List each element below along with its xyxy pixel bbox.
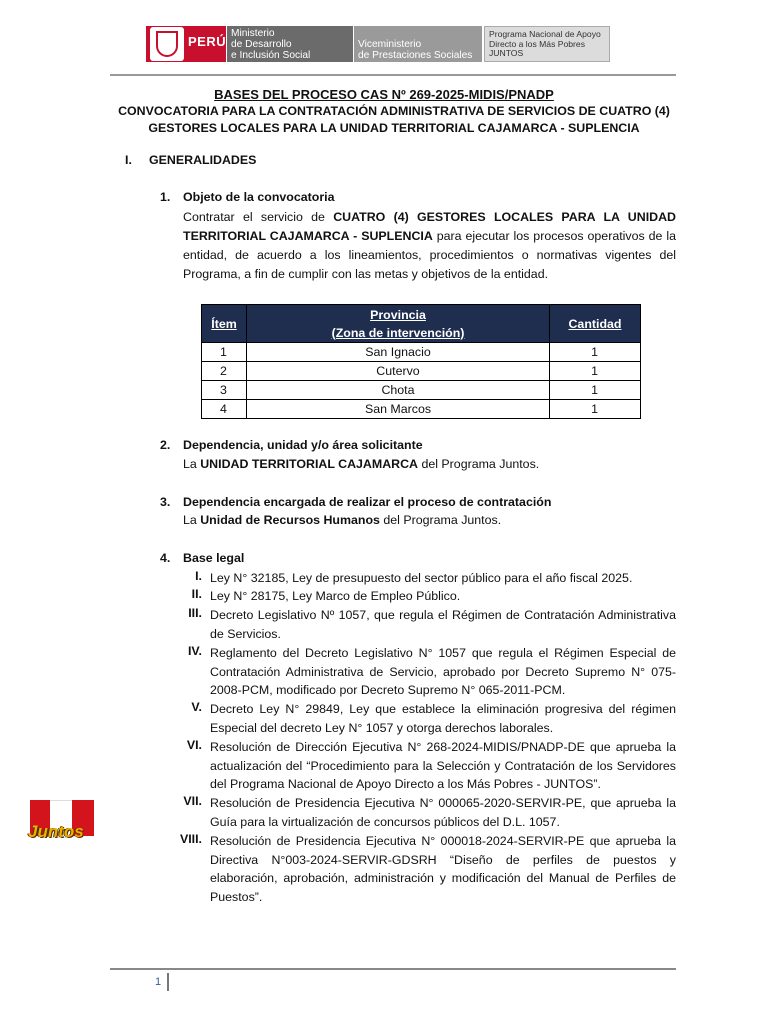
- ministry-label: Ministerio de Desarrollo e Inclusión Social: [227, 26, 353, 62]
- encargada-paragraph: La Unidad de Recursos Humanos del Programa Juntos.: [183, 513, 502, 527]
- juntos-logo: Juntos: [28, 822, 84, 841]
- document-title: BASES DEL PROCESO CAS Nº 269-2025-MIDIS/PNADP: [214, 87, 554, 102]
- cell-provincia: San Ignacio: [247, 343, 550, 362]
- cell-provincia: Chota: [247, 381, 550, 400]
- item-title-base-legal: Base legal: [183, 551, 245, 565]
- item-number-3: 3.: [160, 495, 171, 509]
- legal-num: V.: [191, 700, 202, 714]
- cell-item: 4: [202, 400, 247, 419]
- footer-divider: [110, 968, 676, 970]
- legal-num: III.: [188, 606, 202, 620]
- legal-item: Reglamento del Decreto Legislativo N° 1057 que regula el Régimen Especial de Contratación Administrativa de Servicio, aprobado por Decreto Supremo N° 075-2008-PCM, modificado por Decreto Supremo N° 065-2011-PCM.: [210, 646, 676, 697]
- section-title: GENERALIDADES: [149, 153, 257, 167]
- item-number-4: 4.: [160, 551, 171, 565]
- legal-item: Resolución de Presidencia Ejecutiva N° 000065-2020-SERVIR-PE, que aprueba la Guía para la virtualización de concursos públicos del D.L. 1057.: [210, 796, 676, 829]
- cell-provincia: Cutervo: [247, 362, 550, 381]
- shield-icon: [156, 31, 178, 57]
- document-subtitle-2: GESTORES LOCALES PARA LA UNIDAD TERRITORIAL CAJAMARCA - SUPLENCIA: [148, 121, 640, 135]
- peru-label: PERÚ: [188, 34, 227, 49]
- table-row: [202, 400, 641, 419]
- document-subtitle-1: CONVOCATORIA PARA LA CONTRATACIÓN ADMINISTRATIVA DE SERVICIOS DE CUATRO (4): [118, 104, 670, 118]
- cell-item: 1: [202, 343, 247, 362]
- legal-item: Ley N° 28175, Ley Marco de Empleo Público.: [210, 589, 461, 603]
- cell-cantidad: 1: [550, 362, 641, 381]
- objeto-paragraph: Contratar el servicio de CUATRO (4) GESTORES LOCALES PARA LA UNIDAD TERRITORIAL CAJAMARCA - SUPLENCIA para ejecutar los procesos operativos de la entidad, de acuerdo a los lineamientos, procedimientos o normativas vigentes del Programa, a fin de cumplir con las metas y objetivos de la entidad.: [183, 210, 677, 281]
- header-item: Ítem: [202, 305, 247, 343]
- viceministry-label: Viceministerio de Prestaciones Sociales: [354, 26, 482, 62]
- legal-num: VI.: [186, 738, 202, 752]
- cell-item: 2: [202, 362, 247, 381]
- provinces-table: [201, 304, 641, 419]
- legal-item: Decreto Ley N° 29849, Ley que establece la eliminación progresiva del régimen Especial del decreto Ley N° 1057 y otorga derechos laborales.: [210, 702, 676, 735]
- dependencia-paragraph: La UNIDAD TERRITORIAL CAJAMARCA del Programa Juntos.: [183, 457, 540, 471]
- section-number: I.: [125, 153, 132, 167]
- legal-item: Decreto Legislativo Nº 1057, que regula el Régimen de Contratación Administrativa de Servicios.: [210, 608, 676, 641]
- item-number-1: 1.: [160, 190, 171, 204]
- item-title-encargada: Dependencia encargada de realizar el proceso de contratación: [183, 495, 552, 509]
- table-header-row: [202, 305, 641, 343]
- cell-item: 3: [202, 381, 247, 400]
- legal-item: Resolución de Presidencia Ejecutiva N° 000018-2024-SERVIR-PE que aprueba la Directiva N°003-2024-SERVIR-GDSRH “Diseño de perfiles de puestos y elaboración, aprobación, administración y modificación del Manual de Perfiles de Puestos”.: [210, 834, 676, 904]
- legal-num: I.: [195, 569, 202, 583]
- legal-num: IV.: [187, 644, 202, 658]
- header-provincia: Provincia (Zona de intervención): [247, 305, 550, 343]
- cell-provincia: San Marcos: [247, 400, 550, 419]
- program-label: Programa Nacional de Apoyo Directo a los Más Pobres JUNTOS: [484, 26, 610, 62]
- table-row: [202, 362, 641, 381]
- table-row: [202, 343, 641, 362]
- legal-item: Resolución de Dirección Ejecutiva N° 268-2024-MIDIS/PNADP-DE que aprueba la actualización del “Procedimiento para la Selección y Contratación de los Servidores del Programa Nacional de Apoyo Directo a los Más Pobres - JUNTOS”.: [210, 740, 676, 791]
- cell-cantidad: 1: [550, 400, 641, 419]
- cell-cantidad: 1: [550, 381, 641, 400]
- legal-num: VII.: [183, 794, 202, 808]
- header-divider: [110, 74, 676, 76]
- item-title-objeto: Objeto de la convocatoria: [183, 190, 335, 204]
- cell-cantidad: 1: [550, 343, 641, 362]
- legal-item: Ley N° 32185, Ley de presupuesto del sector público para el año fiscal 2025.: [210, 571, 633, 585]
- table-row: [202, 381, 641, 400]
- legal-num: II.: [191, 587, 202, 601]
- page-number: 1: [155, 976, 162, 988]
- item-title-dependencia: Dependencia, unidad y/o área solicitante: [183, 438, 423, 452]
- page-number-bar: [167, 973, 169, 991]
- legal-num: VIII.: [179, 832, 202, 846]
- header-cantidad: Cantidad: [550, 305, 641, 343]
- item-number-2: 2.: [160, 438, 171, 452]
